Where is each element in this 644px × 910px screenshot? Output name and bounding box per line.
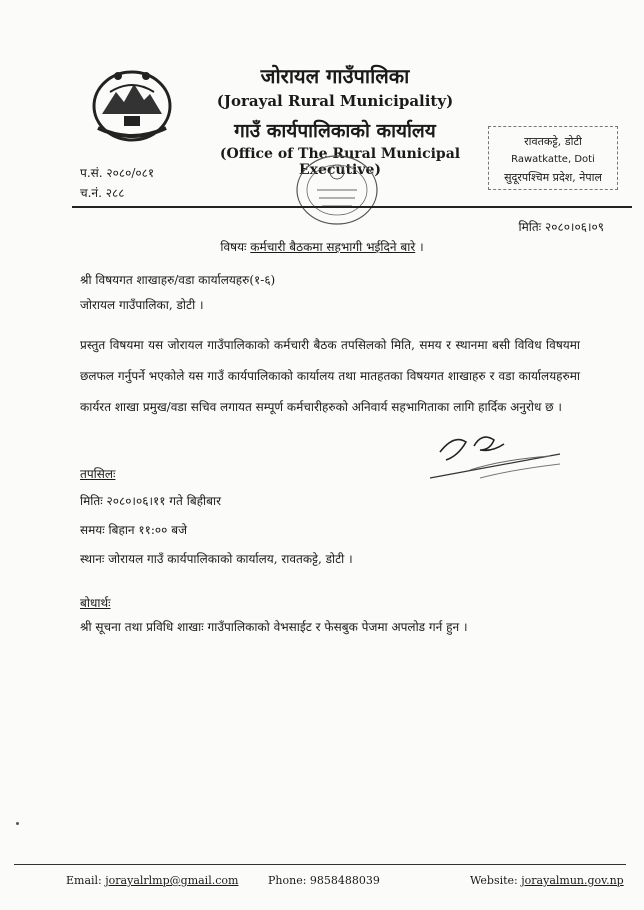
scan-speck xyxy=(16,822,19,825)
municipality-name-en: (Jorayal Rural Municipality) xyxy=(216,92,454,110)
website-link[interactable]: jorayalmun.gov.np xyxy=(521,874,624,887)
footer-phone xyxy=(268,874,380,887)
footer-email xyxy=(66,874,238,887)
address-box xyxy=(488,126,618,190)
email-link[interactable]: jorayalrlmp@gmail.com xyxy=(105,874,239,887)
addressee-line-1: श्री विषयगत शाखाहरु/वडा कार्यालयहरु(१-६) xyxy=(80,273,276,287)
details-heading: तपसिलः xyxy=(80,467,116,481)
office-name-en: (Office of The Rural Municipal Executive) xyxy=(219,146,461,178)
phone-number: 9858488039 xyxy=(309,874,380,887)
subject-line xyxy=(0,238,644,255)
letter-body: प्रस्तुत विषयमा यस जोरायल गाउँपालिकाको कर्मचारी बैठक तपसिलको मिति, समय र स्थानमा बसी विविध विषयमा छलफल गर्नुपर्ने भएकोले यस गाउँ कार्यपालिकाको कार्यालय तथा मातहतका विषयगत शाखाहरु र वडा कार्यालयहरुमा कार्यरत शाखा प्रमुख/वडा सचिव लगायत सम्पूर्ण कर्मचारीहरुको अनिवार्य सहभागिताका लागि हार्दिक अनुरोध छ । xyxy=(80,338,580,414)
website-label: Website: xyxy=(470,874,518,887)
details-place: स्थानः जोरायल गाउँ कार्यपालिकाको कार्यालय, रावतकट्टे, डोटी । xyxy=(80,552,353,566)
subject-text: कर्मचारी बैठकमा सहभागी भईदिने बारे xyxy=(250,240,416,254)
address-line-1: रावतकट्टे, डोटी xyxy=(524,135,582,148)
details-date: मितिः २०८०।०६।११ गते बिहीबार xyxy=(80,494,222,508)
footer-divider xyxy=(14,864,626,865)
signature-icon xyxy=(420,416,580,486)
reference-numbers xyxy=(80,163,154,203)
footer-website xyxy=(470,874,624,887)
header-divider xyxy=(72,206,632,208)
phone-label: Phone: xyxy=(268,874,307,887)
reference-chn: च.नं. २८८ xyxy=(80,186,125,200)
subject-end: । xyxy=(419,240,424,254)
address-line-2: Rawatkatte, Doti xyxy=(511,154,595,165)
subject-label: विषयः xyxy=(220,240,247,254)
letter-date: मितिः २०८०।०६।०९ xyxy=(518,220,604,234)
details-time: समयः बिहान ११:०० बजे xyxy=(80,523,187,537)
address-line-3: सुदूरपश्चिम प्रदेश, नेपाल xyxy=(504,171,602,184)
cc-line: श्री सूचना तथा प्रविधि शाखाः गाउँपालिकाको वेभसाईट र फेसबुक पेजमा अपलोड गर्न हुन । xyxy=(80,620,468,634)
municipality-name-np: जोरायल गाउँपालिका xyxy=(260,64,410,88)
office-name-np: गाउँ कार्यपालिकाको कार्यालय xyxy=(234,120,436,142)
details-block xyxy=(80,487,353,574)
email-label: Email: xyxy=(66,874,102,887)
nepal-emblem-icon xyxy=(88,62,176,144)
addressee-line-2: जोरायल गाउँपालिका, डोटी । xyxy=(80,298,204,312)
addressee-block xyxy=(80,268,275,318)
official-seal-stamp-icon xyxy=(292,150,382,232)
cc-heading: बोधार्थः xyxy=(80,596,111,610)
reference-ps: प.सं. २०८०/०८१ xyxy=(80,166,155,180)
